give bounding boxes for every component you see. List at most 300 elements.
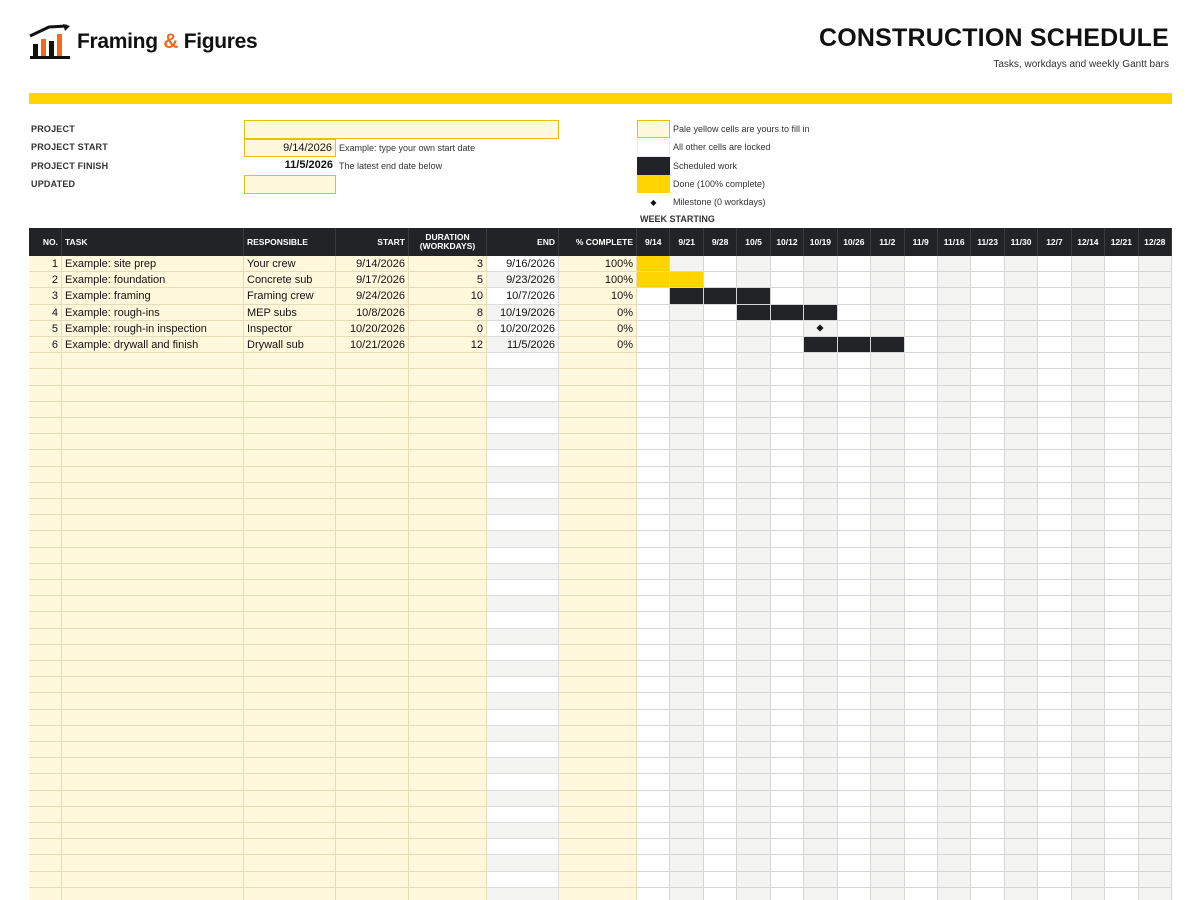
cell-start[interactable]	[336, 726, 409, 742]
cell-task[interactable]	[62, 450, 244, 466]
cell-task[interactable]	[62, 515, 244, 531]
cell-no[interactable]	[29, 515, 62, 531]
table-row	[29, 369, 1172, 385]
gantt-cell	[938, 710, 971, 726]
cell-task[interactable]	[62, 467, 244, 483]
cell-duration[interactable]	[409, 467, 487, 483]
cell-responsible[interactable]	[244, 839, 336, 855]
cell-no[interactable]: 4	[29, 305, 62, 321]
cell-duration[interactable]	[409, 596, 487, 612]
cell-duration[interactable]: 5	[409, 272, 487, 288]
cell-task[interactable]	[62, 548, 244, 564]
cell-start[interactable]	[336, 531, 409, 547]
cell-duration[interactable]: 8	[409, 305, 487, 321]
cell-responsible[interactable]	[244, 353, 336, 369]
cell-start[interactable]	[336, 499, 409, 515]
gantt-cell	[737, 402, 770, 418]
cell-no[interactable]	[29, 369, 62, 385]
cell-duration[interactable]	[409, 564, 487, 580]
cell-duration[interactable]	[409, 823, 487, 839]
cell-start[interactable]: 9/14/2026	[336, 256, 409, 272]
cell-pct[interactable]	[559, 791, 637, 807]
gantt-cell	[804, 288, 837, 304]
cell-pct[interactable]: 0%	[559, 305, 637, 321]
cell-start[interactable]	[336, 758, 409, 774]
table-row	[29, 402, 1172, 418]
cell-task[interactable]	[62, 596, 244, 612]
cell-duration[interactable]	[409, 693, 487, 709]
cell-start[interactable]	[336, 386, 409, 402]
cell-pct[interactable]	[559, 483, 637, 499]
cell-no[interactable]	[29, 612, 62, 628]
cell-pct[interactable]	[559, 677, 637, 693]
cell-no[interactable]	[29, 402, 62, 418]
cell-no[interactable]	[29, 855, 62, 871]
gantt-cell	[905, 402, 938, 418]
cell-no[interactable]	[29, 483, 62, 499]
cell-duration[interactable]: 3	[409, 256, 487, 272]
cell-no[interactable]	[29, 564, 62, 580]
cell-task[interactable]: Example: rough-ins	[62, 305, 244, 321]
cell-task[interactable]	[62, 839, 244, 855]
cell-responsible[interactable]	[244, 677, 336, 693]
cell-responsible[interactable]	[244, 580, 336, 596]
cell-no[interactable]	[29, 596, 62, 612]
cell-pct[interactable]	[559, 726, 637, 742]
cell-pct[interactable]	[559, 402, 637, 418]
gantt-cell	[1139, 418, 1172, 434]
cell-start[interactable]	[336, 888, 409, 900]
cell-no[interactable]	[29, 531, 62, 547]
cell-task[interactable]	[62, 483, 244, 499]
cell-pct[interactable]: 10%	[559, 288, 637, 304]
cell-end	[487, 353, 559, 369]
cell-start[interactable]	[336, 807, 409, 823]
gantt-cell	[905, 693, 938, 709]
cell-no[interactable]	[29, 726, 62, 742]
cell-pct[interactable]	[559, 839, 637, 855]
gantt-cell	[670, 531, 703, 547]
gantt-cell	[704, 548, 737, 564]
cell-duration[interactable]	[409, 515, 487, 531]
cell-duration[interactable]	[409, 661, 487, 677]
cell-duration[interactable]	[409, 612, 487, 628]
cell-pct[interactable]	[559, 629, 637, 645]
cell-no[interactable]	[29, 872, 62, 888]
cell-duration[interactable]	[409, 580, 487, 596]
cell-responsible[interactable]	[244, 564, 336, 580]
cell-duration[interactable]	[409, 531, 487, 547]
cell-responsible[interactable]	[244, 612, 336, 628]
cell-task[interactable]: Example: rough-in inspection	[62, 321, 244, 337]
cell-pct[interactable]	[559, 548, 637, 564]
cell-start[interactable]	[336, 855, 409, 871]
cell-start[interactable]	[336, 450, 409, 466]
cell-start[interactable]	[336, 548, 409, 564]
cell-pct[interactable]	[559, 872, 637, 888]
cell-task[interactable]	[62, 386, 244, 402]
gantt-cell	[637, 402, 670, 418]
cell-responsible[interactable]	[244, 807, 336, 823]
cell-no[interactable]	[29, 418, 62, 434]
cell-no[interactable]	[29, 693, 62, 709]
cell-pct[interactable]	[559, 758, 637, 774]
cell-responsible[interactable]	[244, 629, 336, 645]
cell-pct[interactable]	[559, 369, 637, 385]
gantt-cell	[1038, 353, 1071, 369]
cell-duration[interactable]	[409, 353, 487, 369]
cell-duration[interactable]	[409, 742, 487, 758]
cell-pct[interactable]: 100%	[559, 256, 637, 272]
cell-responsible[interactable]	[244, 791, 336, 807]
cell-pct[interactable]	[559, 515, 637, 531]
cell-start[interactable]: 9/24/2026	[336, 288, 409, 304]
cell-start[interactable]	[336, 774, 409, 790]
cell-duration[interactable]	[409, 855, 487, 871]
cell-responsible[interactable]	[244, 499, 336, 515]
cell-pct[interactable]	[559, 645, 637, 661]
cell-task[interactable]	[62, 434, 244, 450]
cell-no[interactable]	[29, 499, 62, 515]
cell-duration[interactable]	[409, 629, 487, 645]
cell-pct[interactable]	[559, 580, 637, 596]
cell-duration[interactable]	[409, 483, 487, 499]
cell-responsible[interactable]	[244, 483, 336, 499]
project-start-input[interactable]	[244, 139, 336, 157]
cell-pct[interactable]	[559, 564, 637, 580]
week-header: 11/30	[1005, 228, 1038, 256]
gantt-cell	[1005, 434, 1038, 450]
cell-responsible[interactable]	[244, 742, 336, 758]
cell-no[interactable]	[29, 548, 62, 564]
cell-pct[interactable]: 0%	[559, 337, 637, 353]
cell-responsible[interactable]	[244, 645, 336, 661]
cell-duration[interactable]	[409, 434, 487, 450]
cell-task[interactable]	[62, 661, 244, 677]
cell-no[interactable]	[29, 677, 62, 693]
cell-responsible[interactable]	[244, 872, 336, 888]
cell-responsible[interactable]	[244, 693, 336, 709]
cell-task[interactable]	[62, 791, 244, 807]
cell-no[interactable]	[29, 807, 62, 823]
cell-task[interactable]	[62, 758, 244, 774]
cell-task[interactable]	[62, 402, 244, 418]
cell-duration[interactable]	[409, 499, 487, 515]
cell-no[interactable]	[29, 661, 62, 677]
cell-responsible[interactable]	[244, 515, 336, 531]
cell-start[interactable]	[336, 564, 409, 580]
cell-no[interactable]	[29, 386, 62, 402]
cell-task[interactable]	[62, 353, 244, 369]
cell-no[interactable]	[29, 353, 62, 369]
cell-pct[interactable]: 100%	[559, 272, 637, 288]
gantt-cell	[1072, 450, 1105, 466]
cell-task[interactable]	[62, 369, 244, 385]
cell-duration[interactable]: 12	[409, 337, 487, 353]
cell-start[interactable]: 10/20/2026	[336, 321, 409, 337]
cell-start[interactable]	[336, 645, 409, 661]
cell-end	[487, 807, 559, 823]
gantt-cell	[1005, 337, 1038, 353]
gantt-cell	[1139, 758, 1172, 774]
cell-pct[interactable]	[559, 823, 637, 839]
cell-pct[interactable]	[559, 888, 637, 900]
cell-responsible[interactable]	[244, 369, 336, 385]
cell-start[interactable]	[336, 402, 409, 418]
gantt-cell	[670, 612, 703, 628]
cell-task[interactable]: Example: drywall and finish	[62, 337, 244, 353]
cell-no[interactable]	[29, 823, 62, 839]
cell-duration[interactable]: 0	[409, 321, 487, 337]
cell-start[interactable]: 9/17/2026	[336, 272, 409, 288]
cell-task[interactable]: Example: framing	[62, 288, 244, 304]
cell-responsible[interactable]: Concrete sub	[244, 272, 336, 288]
cell-start[interactable]	[336, 434, 409, 450]
cell-responsible[interactable]	[244, 726, 336, 742]
cell-responsible[interactable]	[244, 386, 336, 402]
cell-pct[interactable]	[559, 450, 637, 466]
cell-start[interactable]	[336, 823, 409, 839]
cell-responsible[interactable]	[244, 467, 336, 483]
cell-start[interactable]	[336, 418, 409, 434]
cell-start[interactable]	[336, 596, 409, 612]
cell-no[interactable]	[29, 710, 62, 726]
cell-responsible[interactable]	[244, 434, 336, 450]
gantt-cell	[771, 548, 804, 564]
cell-pct[interactable]	[559, 353, 637, 369]
cell-duration[interactable]	[409, 645, 487, 661]
cell-no[interactable]	[29, 774, 62, 790]
gantt-cell	[905, 564, 938, 580]
cell-end	[487, 402, 559, 418]
cell-start[interactable]	[336, 677, 409, 693]
cell-no[interactable]	[29, 450, 62, 466]
cell-start[interactable]	[336, 629, 409, 645]
cell-pct[interactable]	[559, 612, 637, 628]
gantt-cell	[1072, 791, 1105, 807]
gantt-cell	[1139, 612, 1172, 628]
cell-end	[487, 515, 559, 531]
cell-start[interactable]	[336, 872, 409, 888]
cell-task[interactable]	[62, 855, 244, 871]
cell-no[interactable]	[29, 629, 62, 645]
cell-responsible[interactable]	[244, 531, 336, 547]
cell-no[interactable]	[29, 758, 62, 774]
gantt-cell	[1038, 515, 1071, 531]
gantt-cell	[1072, 839, 1105, 855]
cell-task[interactable]	[62, 693, 244, 709]
cell-duration[interactable]	[409, 726, 487, 742]
cell-pct[interactable]	[559, 499, 637, 515]
cell-pct[interactable]	[559, 774, 637, 790]
gantt-cell	[971, 564, 1004, 580]
cell-responsible[interactable]: Inspector	[244, 321, 336, 337]
cell-start[interactable]	[336, 710, 409, 726]
cell-responsible[interactable]	[244, 774, 336, 790]
cell-duration[interactable]	[409, 791, 487, 807]
cell-start[interactable]	[336, 791, 409, 807]
cell-task[interactable]	[62, 742, 244, 758]
cell-responsible[interactable]	[244, 596, 336, 612]
cell-start[interactable]	[336, 369, 409, 385]
cell-no[interactable]	[29, 839, 62, 855]
cell-pct[interactable]	[559, 855, 637, 871]
cell-task[interactable]	[62, 499, 244, 515]
cell-start[interactable]	[336, 580, 409, 596]
week-header: 12/7	[1038, 228, 1071, 256]
gantt-cell	[1105, 434, 1138, 450]
cell-no[interactable]: 5	[29, 321, 62, 337]
gantt-cell	[838, 645, 871, 661]
cell-no[interactable]	[29, 434, 62, 450]
cell-start[interactable]	[336, 742, 409, 758]
cell-duration[interactable]	[409, 872, 487, 888]
cell-duration[interactable]: 10	[409, 288, 487, 304]
cell-end	[487, 564, 559, 580]
cell-pct[interactable]	[559, 418, 637, 434]
cell-responsible[interactable]	[244, 758, 336, 774]
cell-task[interactable]	[62, 580, 244, 596]
cell-duration[interactable]	[409, 418, 487, 434]
gantt-cell	[1038, 580, 1071, 596]
gantt-cell	[670, 337, 703, 353]
gantt-cell	[637, 758, 670, 774]
cell-task[interactable]	[62, 645, 244, 661]
cell-responsible[interactable]	[244, 855, 336, 871]
cell-task[interactable]	[62, 531, 244, 547]
cell-task[interactable]: Example: foundation	[62, 272, 244, 288]
gantt-cell	[1005, 677, 1038, 693]
cell-task[interactable]	[62, 612, 244, 628]
cell-task[interactable]	[62, 888, 244, 900]
cell-responsible[interactable]	[244, 548, 336, 564]
cell-no[interactable]	[29, 791, 62, 807]
table-row	[29, 353, 1172, 369]
cell-pct[interactable]	[559, 386, 637, 402]
gantt-cell	[838, 515, 871, 531]
cell-duration[interactable]	[409, 369, 487, 385]
cell-responsible[interactable]	[244, 450, 336, 466]
cell-task[interactable]	[62, 807, 244, 823]
gantt-cell	[905, 369, 938, 385]
cell-task[interactable]	[62, 418, 244, 434]
cell-pct[interactable]: 0%	[559, 321, 637, 337]
cell-start[interactable]	[336, 515, 409, 531]
gantt-cell	[670, 353, 703, 369]
cell-responsible[interactable]: MEP subs	[244, 305, 336, 321]
cell-start[interactable]	[336, 483, 409, 499]
cell-task[interactable]	[62, 629, 244, 645]
cell-start[interactable]	[336, 693, 409, 709]
cell-no[interactable]	[29, 580, 62, 596]
cell-duration[interactable]	[409, 402, 487, 418]
cell-pct[interactable]	[559, 693, 637, 709]
cell-task[interactable]	[62, 872, 244, 888]
project-input[interactable]	[244, 120, 559, 139]
cell-responsible[interactable]	[244, 823, 336, 839]
cell-task[interactable]	[62, 774, 244, 790]
cell-responsible[interactable]: Framing crew	[244, 288, 336, 304]
gantt-cell	[804, 661, 837, 677]
cell-task[interactable]	[62, 710, 244, 726]
cell-duration[interactable]	[409, 386, 487, 402]
cell-pct[interactable]	[559, 710, 637, 726]
gantt-cell	[1139, 353, 1172, 369]
cell-task[interactable]	[62, 726, 244, 742]
gantt-cell	[905, 515, 938, 531]
gantt-cell	[838, 758, 871, 774]
cell-task[interactable]: Example: site prep	[62, 256, 244, 272]
cell-pct[interactable]	[559, 807, 637, 823]
cell-responsible[interactable]	[244, 888, 336, 900]
legend-input-text: Pale yellow cells are yours to fill in	[673, 124, 810, 134]
cell-duration[interactable]	[409, 758, 487, 774]
cell-task[interactable]	[62, 564, 244, 580]
cell-responsible[interactable]	[244, 402, 336, 418]
cell-duration[interactable]	[409, 807, 487, 823]
gantt-cell	[1005, 499, 1038, 515]
cell-no[interactable]	[29, 888, 62, 900]
cell-duration[interactable]	[409, 677, 487, 693]
gantt-cell	[637, 450, 670, 466]
cell-responsible[interactable]: Your crew	[244, 256, 336, 272]
cell-no[interactable]	[29, 645, 62, 661]
cell-start[interactable]	[336, 353, 409, 369]
cell-task[interactable]	[62, 823, 244, 839]
gantt-cell	[838, 661, 871, 677]
cell-responsible[interactable]	[244, 661, 336, 677]
cell-start[interactable]	[336, 839, 409, 855]
cell-duration[interactable]	[409, 839, 487, 855]
gantt-cell	[1038, 710, 1071, 726]
cell-no[interactable]	[29, 742, 62, 758]
cell-responsible[interactable]	[244, 418, 336, 434]
cell-pct[interactable]	[559, 742, 637, 758]
cell-end	[487, 612, 559, 628]
cell-responsible[interactable]	[244, 710, 336, 726]
cell-pct[interactable]	[559, 467, 637, 483]
cell-duration[interactable]	[409, 450, 487, 466]
gantt-cell	[637, 726, 670, 742]
updated-input[interactable]	[244, 175, 336, 194]
cell-duration[interactable]	[409, 888, 487, 900]
gantt-cell	[1005, 272, 1038, 288]
cell-no[interactable]: 1	[29, 256, 62, 272]
cell-pct[interactable]	[559, 661, 637, 677]
gantt-cell	[1139, 305, 1172, 321]
cell-duration[interactable]	[409, 548, 487, 564]
cell-task[interactable]	[62, 677, 244, 693]
cell-pct[interactable]	[559, 531, 637, 547]
cell-no[interactable]	[29, 467, 62, 483]
cell-start[interactable]	[336, 661, 409, 677]
gantt-cell	[771, 742, 804, 758]
cell-duration[interactable]	[409, 774, 487, 790]
cell-start[interactable]: 10/8/2026	[336, 305, 409, 321]
cell-pct[interactable]	[559, 434, 637, 450]
cell-start[interactable]	[336, 612, 409, 628]
cell-no[interactable]: 6	[29, 337, 62, 353]
cell-responsible[interactable]: Drywall sub	[244, 337, 336, 353]
gantt-cell	[704, 677, 737, 693]
cell-start[interactable]	[336, 467, 409, 483]
cell-pct[interactable]	[559, 596, 637, 612]
cell-no[interactable]: 3	[29, 288, 62, 304]
gantt-cell	[871, 677, 904, 693]
cell-duration[interactable]	[409, 710, 487, 726]
cell-no[interactable]: 2	[29, 272, 62, 288]
cell-start[interactable]: 10/21/2026	[336, 337, 409, 353]
